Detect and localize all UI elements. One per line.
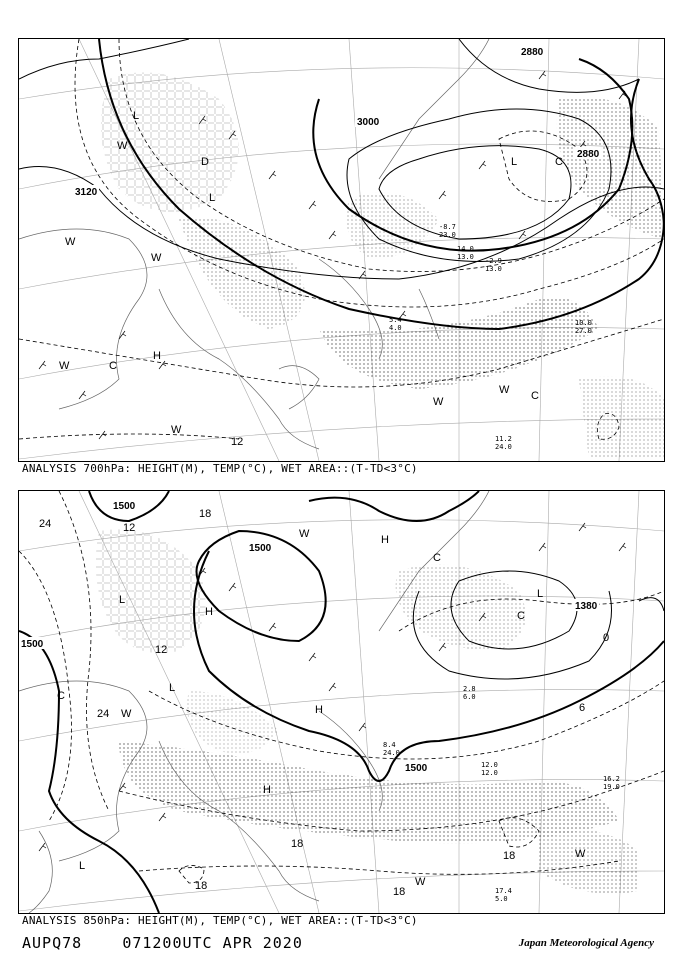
station-value: 16.2 bbox=[603, 775, 620, 783]
cold-mark: C bbox=[109, 360, 117, 372]
station-value: -8.7 bbox=[439, 223, 456, 231]
warm-mark: W bbox=[121, 708, 132, 720]
warm-mark: W bbox=[171, 424, 182, 436]
coastlines bbox=[19, 491, 489, 913]
low-center: L bbox=[537, 588, 544, 600]
station-value: -2.9 bbox=[485, 257, 502, 265]
agency-credit: Japan Meteorological Agency bbox=[518, 937, 654, 949]
cold-mark: C bbox=[555, 156, 563, 168]
contour-label: 3000 bbox=[357, 117, 380, 128]
contour-label: 1380 bbox=[575, 601, 598, 612]
low-center: L bbox=[511, 156, 518, 168]
warm-mark: W bbox=[59, 360, 70, 372]
map-850hpa-canvas bbox=[19, 491, 664, 913]
station-value: 6.0 bbox=[463, 693, 476, 701]
station-value: 2.8 bbox=[463, 685, 476, 693]
warm-mark: W bbox=[575, 848, 586, 860]
cold-mark: C bbox=[57, 690, 65, 702]
contour-label: 12 bbox=[231, 436, 244, 448]
contour-label: 1500 bbox=[405, 763, 428, 774]
valid-time: 071200UTC APR 2020 bbox=[122, 934, 303, 952]
contour-label: 24 bbox=[97, 708, 110, 720]
high-center: H bbox=[153, 350, 161, 362]
station-value: 24.0 bbox=[495, 443, 512, 451]
station-value: 23.0 bbox=[439, 231, 456, 239]
high-center: H bbox=[205, 606, 213, 618]
high-center: H bbox=[263, 784, 271, 796]
station-value: 27.0 bbox=[575, 327, 592, 335]
cold-mark: C bbox=[433, 552, 441, 564]
contour-label: 18 bbox=[393, 886, 406, 898]
station-value: 8.4 bbox=[383, 741, 396, 749]
warm-mark: W bbox=[433, 396, 444, 408]
contour-label: 18 bbox=[503, 850, 516, 862]
station-value: 12.0 bbox=[481, 761, 498, 769]
caption-850hpa: ANALYSIS 850hPa: HEIGHT(M), TEMP(°C), WET AREA::(T-TD<3°C) bbox=[22, 914, 418, 927]
warm-mark: W bbox=[499, 384, 510, 396]
station-value: 13.0 bbox=[457, 253, 474, 261]
warm-mark: W bbox=[151, 252, 162, 264]
station-value: 4.0 bbox=[389, 324, 402, 332]
contour-label: 6 bbox=[579, 702, 586, 714]
low-center: L bbox=[133, 110, 140, 122]
warm-mark: W bbox=[65, 236, 76, 248]
contour-label: 3120 bbox=[75, 187, 98, 198]
low-center: L bbox=[209, 192, 216, 204]
station-value: 13.0 bbox=[485, 265, 502, 273]
station-value: 10.0 bbox=[575, 319, 592, 327]
station-value: 12.0 bbox=[481, 769, 498, 777]
station-value: 17.4 bbox=[495, 887, 512, 895]
chart-id: AUPQ78 bbox=[22, 934, 83, 952]
contour-label: 2880 bbox=[521, 47, 544, 58]
contour-label: 18 bbox=[291, 838, 304, 850]
low-center: L bbox=[169, 682, 176, 694]
station-value: 14.0 bbox=[457, 245, 474, 253]
station-value: 19.0 bbox=[603, 783, 620, 791]
contour-label: 18 bbox=[199, 508, 212, 520]
warm-mark: W bbox=[299, 528, 310, 540]
chart-identifier bbox=[22, 934, 303, 952]
station-value: 11.2 bbox=[495, 435, 512, 443]
dry-mark: D bbox=[201, 156, 209, 168]
warm-mark: W bbox=[117, 140, 128, 152]
station-value: 24.0 bbox=[383, 749, 400, 757]
warm-mark: W bbox=[415, 876, 426, 888]
cold-mark: C bbox=[517, 610, 525, 622]
contour-label: 1500 bbox=[113, 501, 136, 512]
cold-mark: C bbox=[531, 390, 539, 402]
caption-700hpa: ANALYSIS 700hPa: HEIGHT(M), TEMP(°C), WET AREA::(T-TD<3°C) bbox=[22, 462, 418, 475]
contour-label: 1500 bbox=[21, 639, 44, 650]
map-700hpa-canvas bbox=[19, 39, 664, 461]
low-center: L bbox=[79, 860, 86, 872]
map-700hpa bbox=[18, 38, 665, 462]
contour-label: 12 bbox=[123, 522, 136, 534]
high-center: H bbox=[315, 704, 323, 716]
contour-label: 12 bbox=[155, 644, 168, 656]
contour-label: 2880 bbox=[577, 149, 600, 160]
contour-label: 1500 bbox=[249, 543, 272, 554]
contour-label: 24 bbox=[39, 518, 52, 530]
station-value: 5.4 bbox=[389, 316, 402, 324]
map-850hpa bbox=[18, 490, 665, 914]
low-center: L bbox=[119, 594, 126, 606]
station-value: 5.0 bbox=[495, 895, 508, 903]
contour-label: 0 bbox=[603, 632, 610, 644]
contour-label: 18 bbox=[195, 880, 208, 892]
high-center: H bbox=[381, 534, 389, 546]
wet-areas bbox=[101, 72, 664, 459]
